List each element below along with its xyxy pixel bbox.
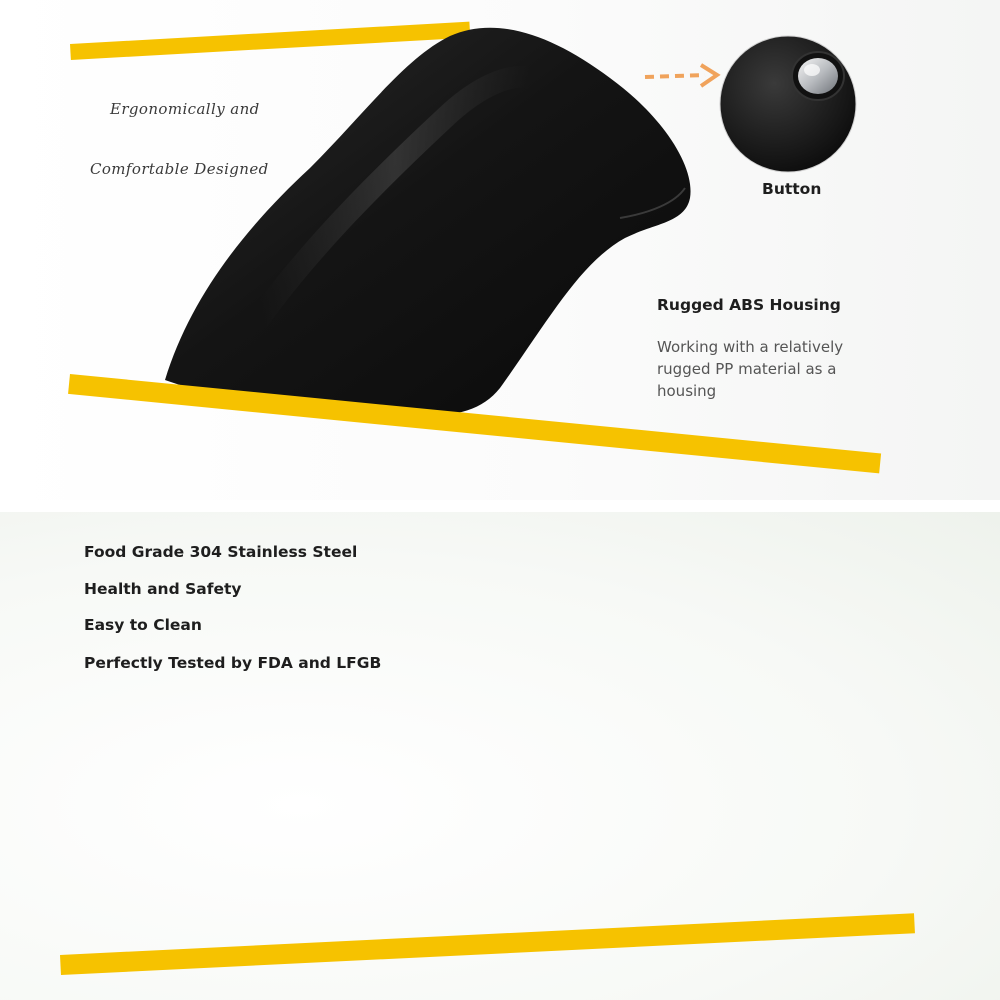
frother-handle-image	[150, 18, 710, 418]
housing-title: Rugged ABS Housing	[657, 296, 841, 314]
housing-description-line3: housing	[657, 382, 717, 400]
feature-item: Food Grade 304 Stainless Steel	[84, 543, 358, 561]
housing-description-line1: Working with a relatively	[657, 338, 844, 356]
feature-item: Health and Safety	[84, 580, 242, 598]
handle-caption-line1: Ergonomically and	[110, 100, 260, 118]
housing-description-line2: rugged PP material as a	[657, 360, 837, 378]
handle-caption-line2: Comfortable Designed	[90, 160, 269, 178]
button-label: Button	[762, 180, 822, 198]
feature-item: Perfectly Tested by FDA and LFGB	[84, 654, 382, 672]
power-button-closeup-image	[718, 34, 858, 174]
dashed-arrow-icon	[643, 62, 723, 92]
feature-item: Easy to Clean	[84, 616, 202, 634]
